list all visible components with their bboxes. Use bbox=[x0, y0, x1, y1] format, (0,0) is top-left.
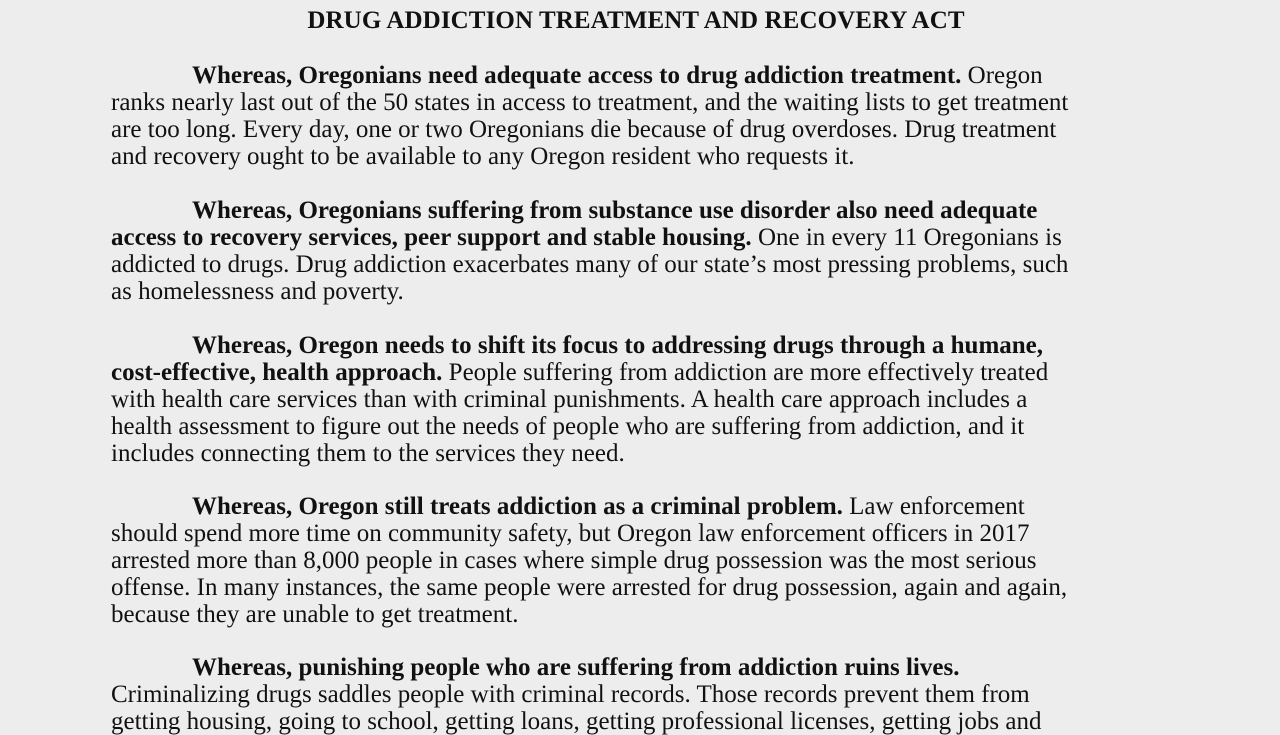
body-text: health assessment to figure out the needs of people who are suffering from addiction, and it bbox=[111, 413, 1025, 440]
paragraph-line bbox=[111, 143, 1161, 170]
whereas-paragraph-5 bbox=[111, 654, 1161, 735]
paragraph-line bbox=[111, 224, 1161, 251]
paragraph-line bbox=[111, 332, 1161, 359]
body-text: ranks nearly last out of the 50 states in access to treatment, and the waiting lists to get treatment bbox=[111, 89, 1069, 116]
body-text: because they are unable to get treatment. bbox=[111, 601, 519, 628]
body-text: People suffering from addiction are more effectively treated bbox=[442, 359, 1049, 386]
whereas-heading: Whereas, Oregonians suffering from substance use disorder also need adequate bbox=[192, 197, 1038, 224]
whereas-paragraph-2 bbox=[111, 197, 1161, 305]
body-text: One in every 11 Oregonians is bbox=[751, 224, 1062, 251]
whereas-paragraph-1 bbox=[111, 62, 1161, 170]
paragraph-line bbox=[111, 520, 1161, 547]
paragraph-line bbox=[111, 681, 1161, 708]
body-text: should spend more time on community safety, but Oregon law enforcement officers in 2017 bbox=[111, 520, 1030, 547]
paragraph-line bbox=[111, 547, 1161, 574]
paragraph-line bbox=[111, 116, 1161, 143]
document-title: DRUG ADDICTION TREATMENT AND RECOVERY ACT bbox=[307, 7, 965, 34]
body-text: Law enforcement bbox=[842, 493, 1025, 520]
whereas-heading-continued: access to recovery services, peer support and stable housing. bbox=[111, 224, 752, 251]
body-text: Criminalizing drugs saddles people with criminal records. Those records prevent them from bbox=[111, 681, 1030, 708]
paragraph-line bbox=[111, 251, 1161, 278]
paragraph-line bbox=[111, 359, 1161, 386]
whereas-heading: Whereas, Oregon still treats addiction as a criminal problem. bbox=[192, 493, 843, 520]
body-text: and recovery ought to be available to any Oregon resident who requests it. bbox=[111, 143, 855, 170]
body-text: with health care services than with criminal punishments. A health care approach includes a bbox=[111, 386, 1028, 413]
paragraph-line bbox=[111, 278, 1161, 305]
paragraph-line bbox=[111, 574, 1161, 601]
whereas-paragraph-3 bbox=[111, 332, 1161, 467]
paragraph-line bbox=[111, 386, 1161, 413]
paragraph-line bbox=[111, 413, 1161, 440]
whereas-heading: Whereas, punishing people who are suffering from addiction ruins lives. bbox=[192, 654, 960, 681]
whereas-heading: Whereas, Oregonians need adequate access to drug addiction treatment. bbox=[192, 62, 962, 89]
body-text: includes connecting them to the services they need. bbox=[111, 440, 625, 467]
body-text: Oregon bbox=[961, 62, 1043, 89]
paragraph-line bbox=[111, 708, 1161, 735]
body-text: are too long. Every day, one or two Oregonians die because of drug overdoses. Drug treatment bbox=[111, 116, 1057, 143]
paragraph-line bbox=[111, 601, 1161, 628]
paragraph-line bbox=[111, 89, 1161, 116]
body-text: addicted to drugs. Drug addiction exacerbates many of our state’s most pressing problems, such bbox=[111, 251, 1069, 278]
paragraph-line bbox=[111, 62, 1161, 89]
whereas-paragraph-4 bbox=[111, 493, 1161, 628]
body-text: arrested more than 8,000 people in cases where simple drug possession was the most serious bbox=[111, 547, 1037, 574]
paragraph-line bbox=[111, 197, 1161, 224]
body-text: getting housing, going to school, getting loans, getting professional licenses, getting jobs and bbox=[111, 708, 1042, 735]
paragraph-line bbox=[111, 654, 1161, 681]
whereas-heading: Whereas, Oregon needs to shift its focus to addressing drugs through a humane, bbox=[192, 332, 1044, 359]
body-text: as homelessness and poverty. bbox=[111, 278, 404, 305]
paragraph-line bbox=[111, 440, 1161, 467]
whereas-heading-continued: cost-effective, health approach. bbox=[111, 359, 443, 386]
paragraph-line bbox=[111, 493, 1161, 520]
body-text: offense. In many instances, the same people were arrested for drug possession, again and again, bbox=[111, 574, 1068, 601]
